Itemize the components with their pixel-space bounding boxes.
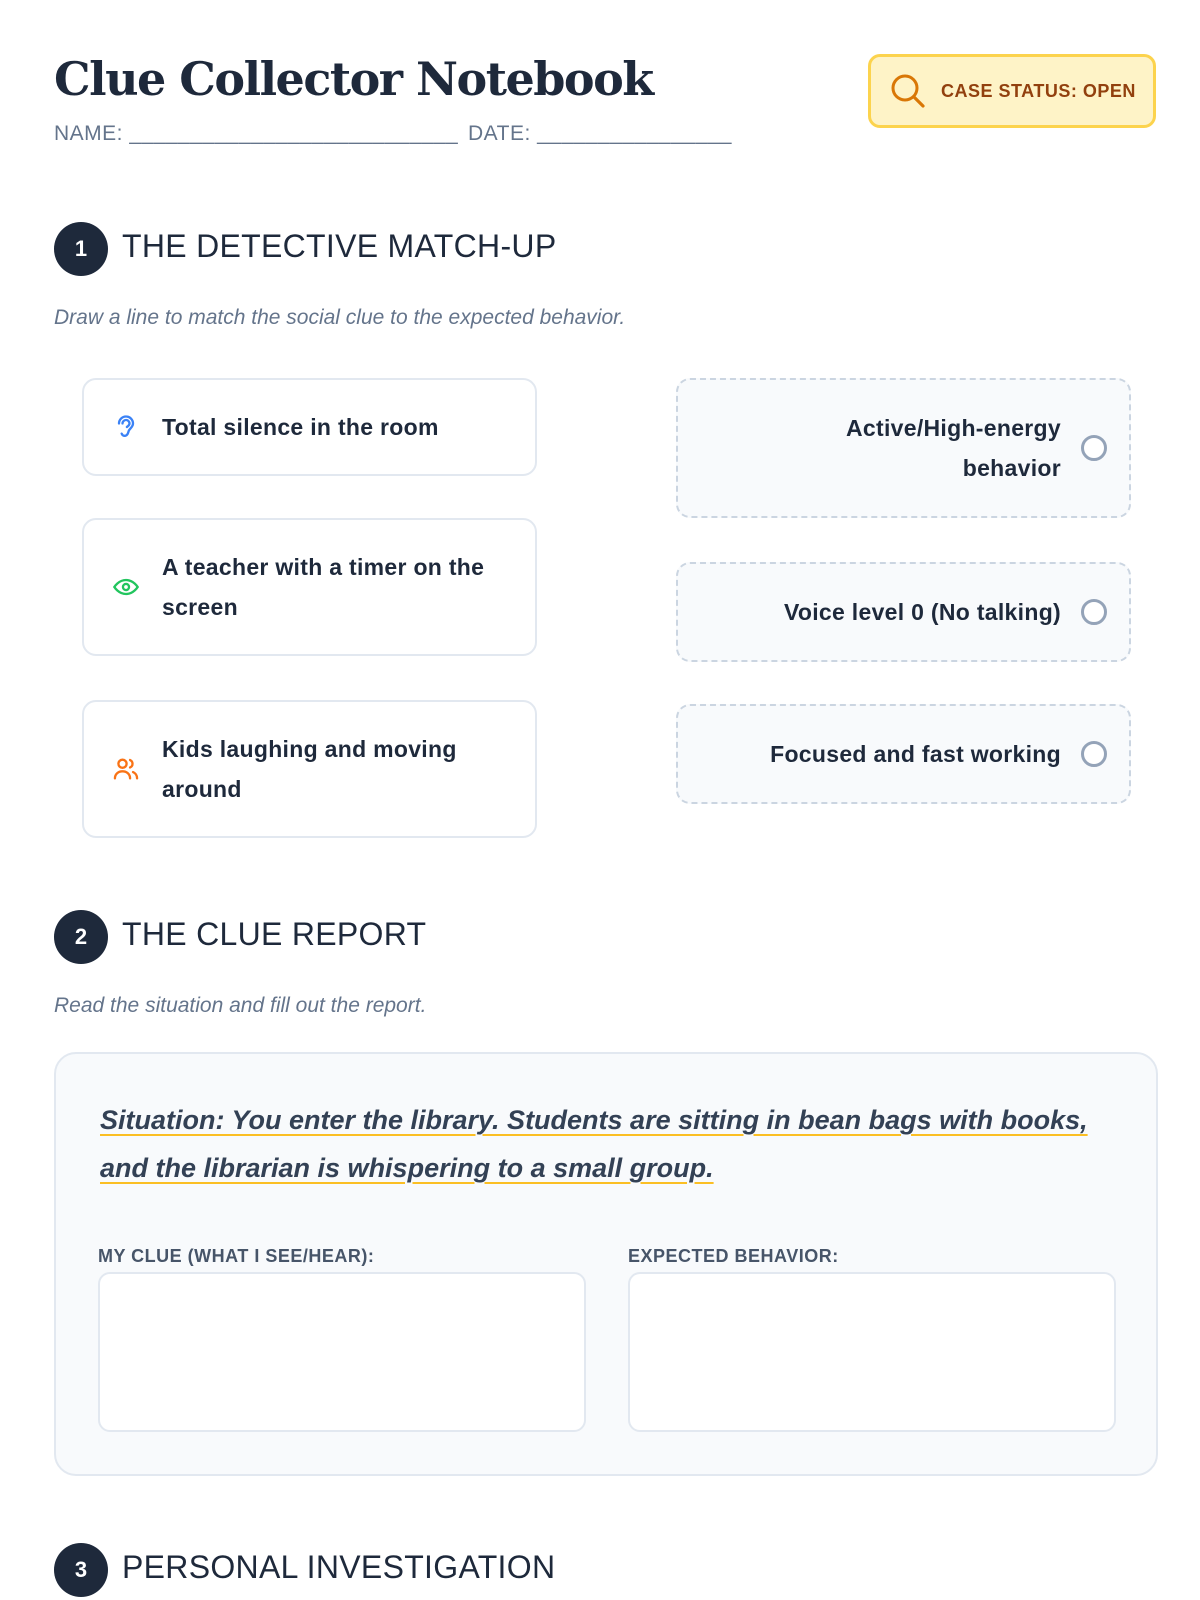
section-instruction-1: Draw a line to match the social clue to the expected behavior. bbox=[54, 306, 626, 329]
behavior-card[interactable] bbox=[676, 704, 1131, 804]
clue-text: Total silence in the room bbox=[162, 414, 439, 440]
match-dot[interactable] bbox=[1081, 435, 1107, 461]
users-icon bbox=[112, 755, 140, 783]
ear-icon bbox=[112, 413, 140, 441]
eye-icon bbox=[112, 573, 140, 601]
clue-report-box bbox=[54, 1052, 1158, 1476]
behavior-text: Focused and fast working bbox=[770, 741, 1061, 767]
behavior-card[interactable] bbox=[676, 378, 1131, 518]
clue-card[interactable] bbox=[82, 518, 537, 656]
section-number-3: 3 bbox=[54, 1543, 108, 1597]
clue-card[interactable] bbox=[82, 378, 537, 476]
situation-text: Situation: You enter the library. Students are sitting in bean bags with books, and the librarian is whispering to a small group. bbox=[100, 1105, 1088, 1183]
section-title-2: THE CLUE REPORT bbox=[122, 916, 427, 952]
section-title-3: PERSONAL INVESTIGATION bbox=[122, 1549, 556, 1585]
behavior-text: Active/High-energy behavior bbox=[845, 415, 1061, 481]
search-icon bbox=[889, 72, 927, 110]
page-title: Clue Collector Notebook bbox=[54, 52, 653, 106]
case-status-text: CASE STATUS: OPEN bbox=[941, 80, 1136, 101]
my-clue-field[interactable] bbox=[98, 1272, 586, 1432]
date-field: DATE: ________________ bbox=[468, 122, 732, 145]
match-dot[interactable] bbox=[1081, 599, 1107, 625]
section-title-1: THE DETECTIVE MATCH-UP bbox=[122, 228, 557, 264]
behavior-text: Voice level 0 (No talking) bbox=[783, 599, 1061, 625]
clue-card[interactable] bbox=[82, 700, 537, 838]
clue-text: A teacher with a timer on the screen bbox=[162, 554, 485, 620]
behavior-card[interactable] bbox=[676, 562, 1131, 662]
match-dot[interactable] bbox=[1081, 741, 1107, 767]
section-number-1: 1 bbox=[54, 222, 108, 276]
expected-behavior-field[interactable] bbox=[628, 1272, 1116, 1432]
my-clue-label: MY CLUE (WHAT I SEE/HEAR): bbox=[98, 1246, 375, 1266]
section-number-2: 2 bbox=[54, 910, 108, 964]
clue-text: Kids laughing and moving around bbox=[162, 736, 457, 802]
name-field: NAME: ___________________________ bbox=[54, 122, 459, 145]
expected-behavior-label: EXPECTED BEHAVIOR: bbox=[628, 1246, 839, 1266]
case-status-badge bbox=[868, 54, 1156, 128]
section-instruction-2: Read the situation and fill out the report. bbox=[54, 994, 427, 1017]
